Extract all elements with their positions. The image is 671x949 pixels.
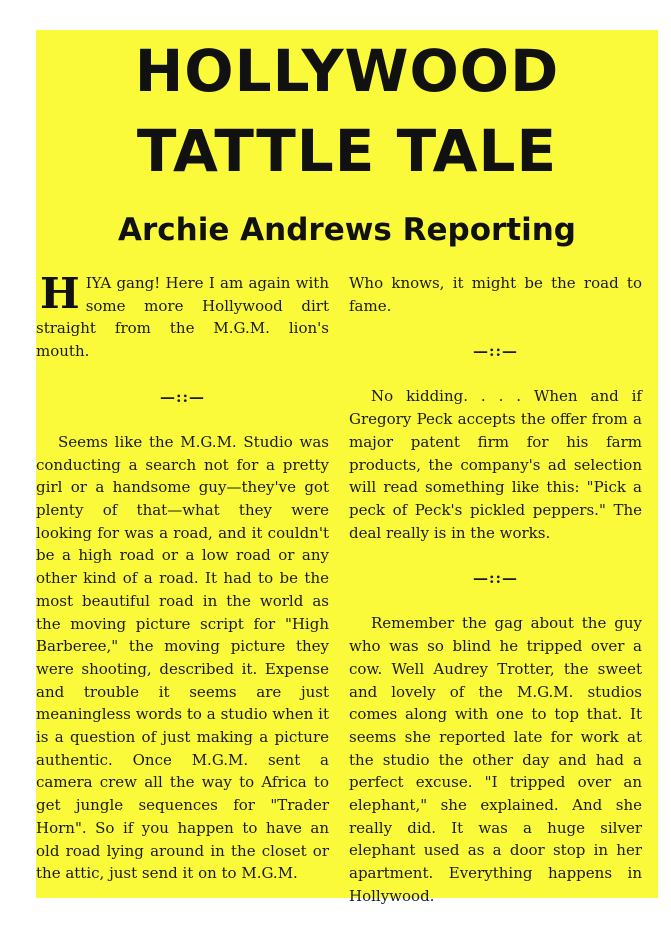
paragraph-trotter: Remember the gag about the guy who was so blind he tripped over a cow. Well Audrey Trotter, the sweet and lovely of the M.G.M. studios comes along with one to top that. It seems she reported late for work at the studio the other day and had a perfect excuse. "I tripped over an elephant," she explained. And she really did. It was a huge silver elephant used as a door stop in her apartment. Everything happens in Hollywood. [349, 614, 642, 905]
paragraph-road-continued: Who knows, it might be the road to fame. [349, 274, 642, 315]
paragraph-intro [36, 269, 329, 363]
section-divider: —::— [472, 569, 519, 588]
section-divider: —::— [159, 387, 206, 406]
paragraph-peck: No kidding. . . . When and if Gregory Peck accepts the offer from a major patent firm for his farm products, the company's ad selection will read something like this: "Pick a peck of Peck's pickled peppers." The deal really is in the works. [349, 387, 642, 542]
title-line-1: HOLLYWOOD [134, 37, 560, 105]
left-column [36, 269, 329, 885]
title-line-2: TATTLE TALE [136, 117, 558, 185]
section-divider: —::— [472, 342, 519, 361]
subtitle: Archie Andrews Reporting [118, 212, 576, 248]
spacer [349, 544, 642, 567]
spacer [349, 317, 642, 340]
spacer [349, 590, 642, 613]
right-column [349, 272, 642, 908]
drop-cap: H [40, 269, 80, 318]
article-page [36, 30, 658, 905]
right-flow [349, 272, 642, 908]
spacer [349, 363, 642, 386]
paragraph-road: Seems like the M.G.M. Studio was conducting a search not for a pretty girl or a handsome guy—they've got plenty of that—what they were looking for was a road, and it couldn't be a high road or a low road or any other kind of a road. It had to be the most beautiful road in the world as the moving picture script for "High Barberee," the moving picture they were shooting, described it. Expense and trouble it seems are just meaningless words to a studio when it is a question of just making a picture authentic. Once M.G.M. sent a camera crew all the way to Africa to get jungle sequences for "Trader Horn". So if you happen to have an old road lying around in the closet or the attic, just send it on to M.G.M. [36, 432, 329, 883]
paragraph-intro-text: IYA gang! Here I am again with some more Hollywood dirt straight from the M.G.M. lion's mouth. [36, 274, 329, 361]
